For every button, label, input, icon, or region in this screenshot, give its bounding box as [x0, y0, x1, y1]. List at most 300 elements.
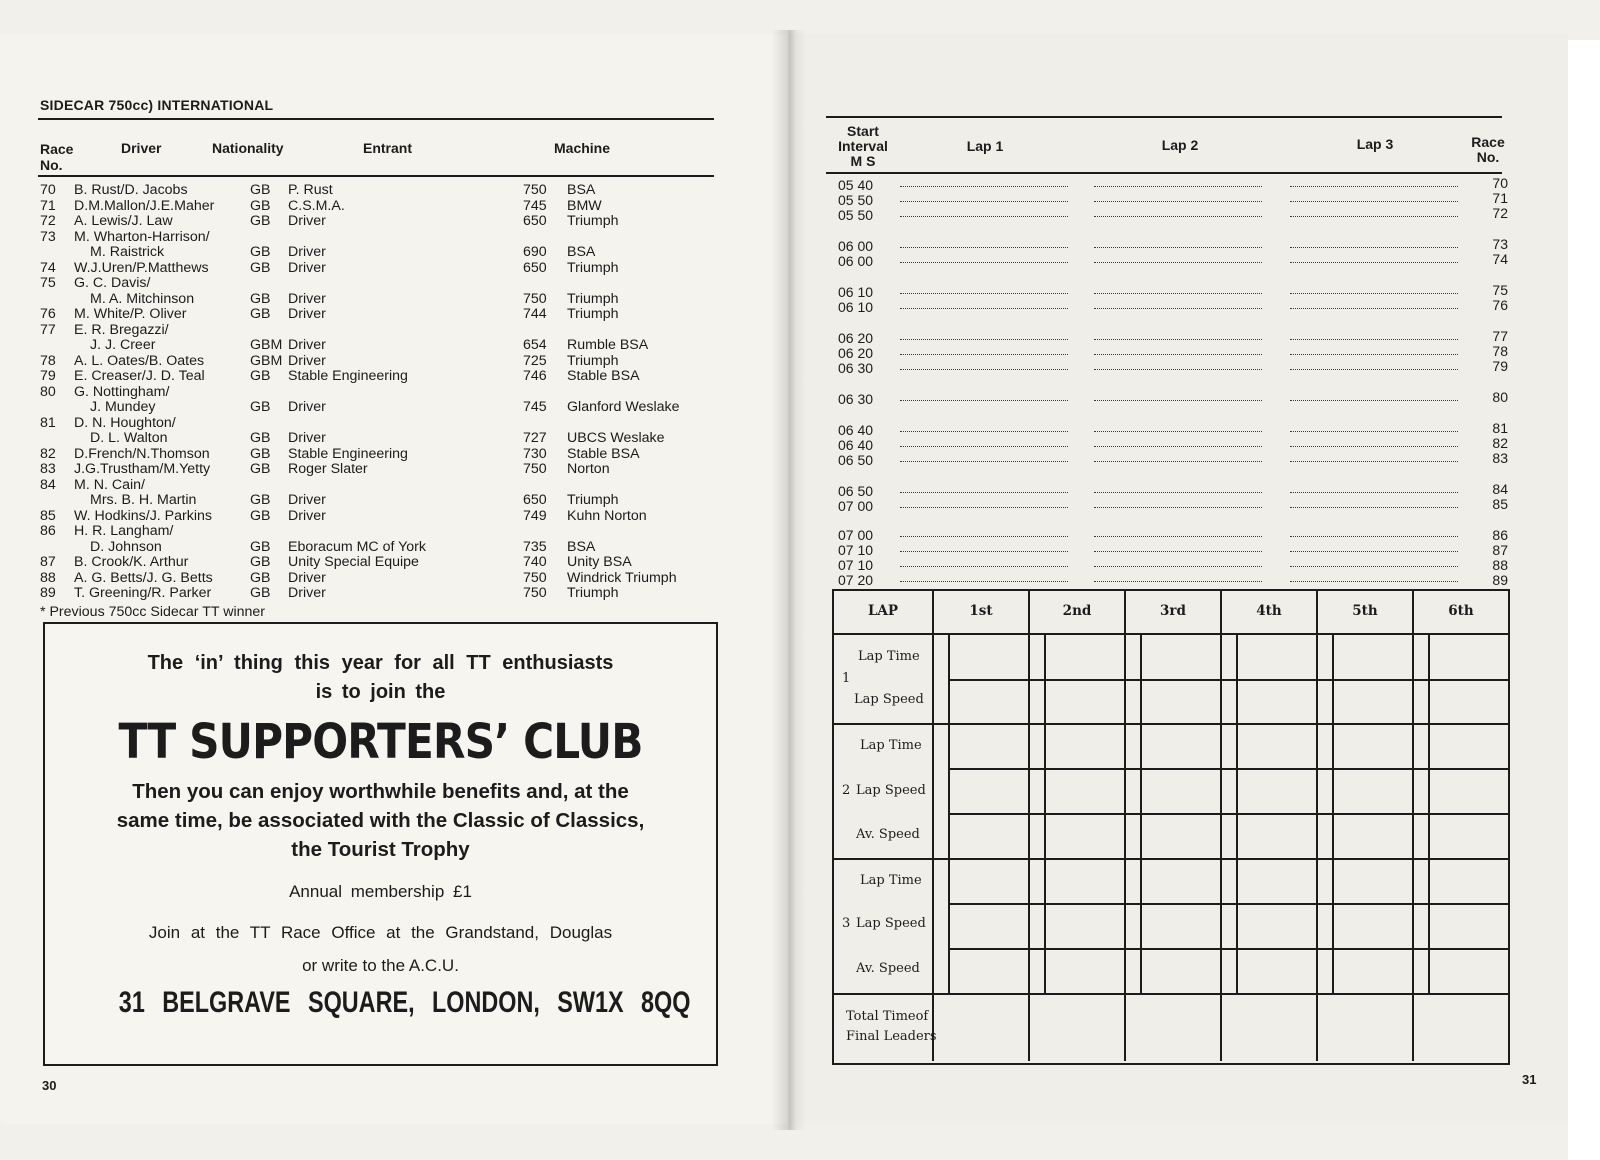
lap1-entry-line[interactable] — [900, 566, 1068, 567]
lap3-entry-line[interactable] — [1290, 216, 1458, 217]
lap-row — [838, 343, 1518, 361]
lap3-entry-line[interactable] — [1290, 369, 1458, 370]
lap1-entry-line[interactable] — [900, 461, 1068, 462]
lap2-entry-line[interactable] — [1094, 431, 1262, 432]
entry-driver: M. Raistrick — [90, 244, 165, 260]
entry-no: 86 — [40, 523, 56, 539]
lap3-entry-line[interactable] — [1290, 507, 1458, 508]
entry-entrant: Driver — [288, 213, 326, 229]
entry-machine: Triumph — [567, 492, 619, 508]
lap-row — [838, 558, 1518, 573]
lap3-entry-line[interactable] — [1290, 262, 1458, 263]
table-inner-vline — [948, 635, 950, 995]
lap1-entry-line[interactable] — [900, 400, 1068, 401]
start-interval: 05 50 — [838, 207, 874, 223]
entry-cc: 746 — [523, 368, 547, 384]
lap2-entry-line[interactable] — [1094, 308, 1262, 309]
entry-cc: 750 — [523, 569, 547, 586]
race-number: 80 — [1492, 389, 1508, 405]
lap-row — [838, 251, 1518, 269]
start-interval: 06 00 — [838, 253, 874, 269]
entry-row — [40, 571, 730, 587]
g2-lap-speed-label: Lap Speed — [856, 783, 926, 798]
lap1-entry-line[interactable] — [900, 339, 1068, 340]
race-number: 71 — [1492, 190, 1508, 206]
lap3-entry-line[interactable] — [1290, 446, 1458, 447]
lap-row — [838, 481, 1518, 499]
entry-cc: 650 — [523, 492, 547, 508]
lap1-entry-line[interactable] — [900, 551, 1068, 552]
header-lap1: Lap 1 — [966, 138, 1004, 154]
entry-driver: J. Mundey — [90, 399, 156, 415]
entry-machine: BSA — [567, 538, 596, 555]
lap2-entry-line[interactable] — [1094, 507, 1262, 508]
page-number-right: 31 — [1522, 1072, 1537, 1087]
race-number: 87 — [1492, 542, 1508, 558]
header-lap2: Lap 2 — [1161, 137, 1199, 153]
entry-entrant: Driver — [288, 352, 326, 369]
lap2-entry-line[interactable] — [1094, 339, 1262, 340]
lap-table-corner: LAP — [867, 603, 899, 619]
entry-no: 89 — [40, 585, 56, 601]
entry-row — [40, 245, 730, 261]
lap3-entry-line[interactable] — [1290, 201, 1458, 202]
lap2-entry-line[interactable] — [1094, 566, 1262, 567]
lap1-entry-line[interactable] — [900, 354, 1068, 355]
lap3-entry-line[interactable] — [1290, 354, 1458, 355]
entry-nat: GBM — [250, 337, 283, 353]
entry-no: 71 — [40, 197, 56, 214]
entry-row — [40, 338, 730, 354]
entry-nat: GB — [250, 197, 271, 214]
entry-driver: A. G. Betts/J. G. Betts — [74, 569, 213, 586]
race-number: 83 — [1492, 450, 1508, 466]
table-inner-vline — [1044, 635, 1046, 995]
entry-nat: GB — [250, 507, 271, 524]
col-6th: 6th — [1448, 603, 1474, 619]
scan-margin — [1568, 40, 1600, 1160]
entry-nat: GB — [250, 244, 271, 260]
table-vline — [932, 591, 934, 1061]
table-subline — [948, 679, 1508, 681]
entry-row — [40, 400, 730, 416]
entry-cc: 745 — [523, 399, 547, 415]
table-vline — [1412, 591, 1414, 1061]
table-inner-vline — [1140, 635, 1142, 995]
entry-driver: D. L. Walton — [90, 430, 168, 446]
lap3-entry-line[interactable] — [1290, 536, 1458, 537]
entry-nat: GB — [250, 430, 271, 446]
entry-nat: GB — [250, 585, 271, 601]
entry-cc: 750 — [523, 461, 547, 477]
lap2-entry-line[interactable] — [1094, 446, 1262, 447]
race-number: 88 — [1492, 557, 1508, 573]
lap2-entry-line[interactable] — [1094, 536, 1262, 537]
lap2-entry-line[interactable] — [1094, 216, 1262, 217]
entry-no: 77 — [40, 321, 56, 338]
entry-row — [40, 183, 730, 199]
g2-lap-time-label: Lap Time — [860, 738, 922, 753]
race-number: 79 — [1492, 358, 1508, 374]
entry-row — [40, 555, 730, 571]
start-interval: 06 40 — [838, 422, 874, 438]
race-number: 76 — [1492, 297, 1508, 313]
entry-nat: GB — [250, 306, 271, 322]
lap2-entry-line[interactable] — [1094, 247, 1262, 248]
col-3rd: 3rd — [1160, 603, 1186, 619]
entry-driver: D. Johnson — [90, 538, 162, 555]
entry-entrant: Driver — [288, 569, 326, 586]
entry-row — [40, 276, 730, 292]
entry-entrant: Driver — [288, 399, 326, 415]
table-hline — [834, 858, 1508, 860]
entry-no: 87 — [40, 554, 56, 570]
entry-no: 74 — [40, 259, 56, 276]
entry-row — [40, 540, 730, 556]
lap3-entry-line[interactable] — [1290, 308, 1458, 309]
table-subline — [948, 813, 1508, 815]
title-rule — [38, 118, 714, 120]
entry-row — [40, 493, 730, 509]
lap2-entry-line[interactable] — [1094, 262, 1262, 263]
start-interval: 07 10 — [838, 557, 874, 573]
lap2-entry-line[interactable] — [1094, 581, 1262, 582]
lap2-entry-line[interactable] — [1094, 551, 1262, 552]
lap-row — [838, 450, 1518, 468]
start-interval: 07 00 — [838, 527, 874, 543]
entry-cc: 750 — [523, 182, 547, 198]
entry-row — [40, 199, 730, 215]
col-4th: 4th — [1256, 603, 1282, 619]
lap3-entry-line[interactable] — [1290, 461, 1458, 462]
lap1-entry-line[interactable] — [900, 186, 1068, 187]
entry-machine: Windrick Triumph — [567, 569, 677, 586]
ad-headline-line1: The ‘in’ thing this year for all TT enthusiasts — [147, 652, 614, 674]
lap-row — [838, 420, 1518, 438]
ad-club-name: TT SUPPORTERS’ CLUB — [118, 714, 643, 770]
lap3-entry-line[interactable] — [1290, 566, 1458, 567]
page-number-left: 30 — [42, 1078, 57, 1093]
lap3-entry-line[interactable] — [1290, 186, 1458, 187]
entry-nat: GB — [250, 445, 271, 462]
entry-entrant: Eboracum MC of York — [288, 538, 426, 555]
header-start-interval: Start Interval M S — [838, 123, 888, 169]
col-1st: 1st — [969, 603, 993, 619]
entry-list — [40, 183, 730, 602]
entry-cc: 730 — [523, 445, 547, 462]
entry-driver: M. White/P. Oliver — [74, 306, 187, 322]
entry-driver: E. R. Bregazzi/ — [74, 321, 169, 338]
start-interval: 06 50 — [838, 452, 874, 468]
entry-row — [40, 478, 730, 494]
lap2-entry-line[interactable] — [1094, 369, 1262, 370]
entry-cc: 650 — [523, 213, 547, 229]
lap1-entry-line[interactable] — [900, 492, 1068, 493]
entry-machine: BSA — [567, 182, 596, 198]
entry-row — [40, 214, 730, 230]
lap3-entry-line[interactable] — [1290, 247, 1458, 248]
g1-number: 1 — [842, 671, 851, 686]
entry-no: 83 — [40, 461, 56, 477]
lap-row — [838, 190, 1518, 208]
supporters-club-advert — [43, 622, 718, 1066]
lap-row — [838, 496, 1518, 514]
entry-driver: J. J. Creer — [90, 337, 156, 353]
lap1-entry-line[interactable] — [900, 431, 1068, 432]
entry-nat: GB — [250, 213, 271, 229]
g3-number: 3 — [842, 916, 851, 931]
start-interval: 06 10 — [838, 284, 874, 300]
entry-driver: Mrs. B. H. Martin — [90, 492, 197, 508]
table-inner-vline — [1332, 635, 1334, 995]
entry-nat: GB — [250, 368, 271, 384]
entry-driver: W. Hodkins/J. Parkins — [74, 507, 212, 524]
entry-cc: 750 — [523, 585, 547, 601]
lap2-entry-line[interactable] — [1094, 354, 1262, 355]
lap3-entry-line[interactable] — [1290, 339, 1458, 340]
entry-driver: G. C. Davis/ — [74, 275, 151, 291]
entry-entrant: P. Rust — [288, 182, 333, 198]
entry-entrant: Driver — [288, 290, 326, 307]
entry-cc: 745 — [523, 197, 547, 214]
table-inner-vline — [1428, 635, 1430, 995]
lap3-entry-line[interactable] — [1290, 551, 1458, 552]
race-number: 74 — [1492, 251, 1508, 267]
entry-cc: 650 — [523, 259, 547, 276]
entry-entrant: C.S.M.A. — [288, 197, 345, 214]
total-time-label: Total Timeof — [846, 1009, 929, 1024]
ad-membership: Annual membership £1 — [289, 882, 472, 901]
entry-cc: 740 — [523, 554, 547, 570]
start-interval: 05 40 — [838, 177, 874, 193]
col-2nd: 2nd — [1062, 603, 1092, 619]
entry-row — [40, 230, 730, 246]
entry-machine: BMW — [567, 197, 602, 214]
entry-entrant: Driver — [288, 259, 326, 276]
lap-row — [838, 528, 1518, 543]
header-lap3: Lap 3 — [1356, 136, 1394, 152]
entry-driver: J.G.Trustham/M.Yetty — [74, 461, 211, 477]
book-gutter — [772, 30, 806, 1130]
entry-machine: Glanford Weslake — [567, 399, 680, 415]
race-number: 75 — [1492, 282, 1508, 298]
entry-row — [40, 292, 730, 308]
lap2-entry-line[interactable] — [1094, 293, 1262, 294]
lap3-entry-line[interactable] — [1290, 581, 1458, 582]
lap3-entry-line[interactable] — [1290, 431, 1458, 432]
table-inner-vline — [1236, 635, 1238, 995]
entry-row — [40, 524, 730, 540]
right-header-rule — [826, 172, 1502, 174]
table-hline — [834, 723, 1508, 725]
lap1-entry-line[interactable] — [900, 581, 1068, 582]
entry-driver: B. Rust/D. Jacobs — [74, 182, 188, 198]
entry-entrant: Driver — [288, 337, 326, 353]
entry-no: 70 — [40, 182, 56, 198]
lap-row — [838, 543, 1518, 558]
lap-row — [838, 282, 1518, 300]
start-interval: 06 10 — [838, 299, 874, 315]
entry-row — [40, 447, 730, 463]
entry-cc: 727 — [523, 430, 547, 446]
table-vline — [1028, 591, 1030, 1061]
entry-driver: B. Crook/K. Arthur — [74, 554, 189, 570]
race-number: 70 — [1492, 175, 1508, 191]
race-number: 81 — [1492, 420, 1508, 436]
entry-entrant: Driver — [288, 430, 326, 446]
lap-row — [838, 573, 1518, 588]
lap-row — [838, 328, 1518, 346]
table-subline — [948, 903, 1508, 905]
entry-driver: A. Lewis/J. Law — [74, 213, 173, 229]
race-number: 85 — [1492, 496, 1508, 512]
entry-row — [40, 431, 730, 447]
lap1-entry-line[interactable] — [900, 216, 1068, 217]
entry-nat: GB — [250, 538, 271, 555]
table-vline — [1124, 591, 1126, 1061]
entry-no: 84 — [40, 476, 56, 493]
entry-entrant: Stable Engineering — [288, 445, 408, 462]
table-subline — [948, 948, 1508, 950]
entry-cc: 725 — [523, 352, 547, 369]
footnote: * Previous 750cc Sidecar TT winner — [40, 604, 266, 620]
entry-nat: GB — [250, 492, 271, 508]
table-vline — [1316, 591, 1318, 1061]
entry-driver: M. A. Mitchinson — [90, 290, 195, 307]
lap3-entry-line[interactable] — [1290, 492, 1458, 493]
entry-driver: E. Creaser/J. D. Teal — [74, 368, 205, 384]
entry-machine: Stable BSA — [567, 445, 640, 462]
entry-row — [40, 509, 730, 525]
lap-row — [838, 358, 1518, 376]
entry-entrant: Stable Engineering — [288, 368, 408, 384]
lap1-entry-line[interactable] — [900, 201, 1068, 202]
race-number: 86 — [1492, 527, 1508, 543]
entry-machine: Kuhn Norton — [567, 507, 647, 524]
entry-machine: Triumph — [567, 585, 619, 601]
lap1-entry-line[interactable] — [900, 247, 1068, 248]
final-leaders-label: Final Leaders — [846, 1029, 937, 1044]
entry-machine: Triumph — [567, 290, 619, 307]
entry-machine: Unity BSA — [567, 554, 632, 570]
lap2-entry-line[interactable] — [1094, 461, 1262, 462]
entry-entrant: Driver — [288, 306, 326, 322]
entry-nat: GB — [250, 461, 271, 477]
g3-lap-time-label: Lap Time — [860, 873, 922, 888]
lap-row — [838, 175, 1518, 193]
entry-driver: W.J.Uren/P.Matthews — [74, 259, 209, 276]
header-race-no: Race No. — [40, 141, 74, 173]
race-number: 84 — [1492, 481, 1508, 497]
table-subline — [948, 768, 1508, 770]
section-title: SIDECAR 750cc) INTERNATIONAL — [40, 97, 274, 113]
entry-row — [40, 586, 730, 602]
start-interval: 06 20 — [838, 345, 874, 361]
lap3-entry-line[interactable] — [1290, 293, 1458, 294]
start-interval: 06 30 — [838, 360, 874, 376]
header-machine: Machine — [554, 140, 611, 156]
ad-join-info: Join at the TT Race Office at the Grandstand, Douglas — [148, 923, 613, 942]
entry-cc: 690 — [523, 244, 547, 260]
entry-cc: 744 — [523, 306, 547, 322]
lap1-entry-line[interactable] — [900, 308, 1068, 309]
start-interval: 06 20 — [838, 330, 874, 346]
header-entrant: Entrant — [363, 140, 412, 156]
start-interval: 07 10 — [838, 542, 874, 558]
race-number: 78 — [1492, 343, 1508, 359]
g2-av-speed-label: Av. Speed — [856, 827, 920, 842]
lap1-entry-line[interactable] — [900, 369, 1068, 370]
entry-entrant: Driver — [288, 244, 326, 260]
start-interval: 06 40 — [838, 437, 874, 453]
entry-row — [40, 416, 730, 432]
lap1-entry-line[interactable] — [900, 262, 1068, 263]
start-interval: 06 00 — [838, 238, 874, 254]
entry-entrant: Roger Slater — [288, 461, 368, 477]
entry-row — [40, 323, 730, 339]
race-number: 82 — [1492, 435, 1508, 451]
entry-machine: Norton — [567, 461, 610, 477]
g3-lap-speed-label: Lap Speed — [856, 916, 926, 931]
lap1-entry-line[interactable] — [900, 446, 1068, 447]
entry-driver: D. N. Houghton/ — [74, 414, 176, 431]
entry-no: 82 — [40, 445, 56, 462]
entry-nat: GB — [250, 569, 271, 586]
entry-machine: UBCS Weslake — [567, 430, 665, 446]
lap2-entry-line[interactable] — [1094, 201, 1262, 202]
ad-headline-line2: is to join the — [315, 681, 446, 703]
lap-row — [838, 389, 1518, 407]
lap1-entry-line[interactable] — [900, 293, 1068, 294]
header-race-no-right: Race No. — [1471, 134, 1505, 165]
header-driver: Driver — [121, 140, 162, 156]
lap3-entry-line[interactable] — [1290, 400, 1458, 401]
entry-cc: 735 — [523, 538, 547, 555]
entry-machine: Triumph — [567, 306, 619, 322]
lap-leader-table — [832, 589, 1510, 1065]
lap1-entry-line[interactable] — [900, 536, 1068, 537]
entry-no: 81 — [40, 414, 56, 431]
right-top-rule — [826, 116, 1502, 118]
col-5th: 5th — [1352, 603, 1378, 619]
ad-benefits-line3: the Tourist Trophy — [291, 838, 470, 861]
race-number: 72 — [1492, 205, 1508, 221]
entry-no: 73 — [40, 228, 56, 245]
entry-driver: D.M.Mallon/J.E.Maher — [74, 197, 215, 214]
entry-no: 78 — [40, 352, 56, 369]
entry-entrant: Unity Special Equipe — [288, 554, 419, 570]
table-vline — [1220, 591, 1222, 1061]
lap2-entry-line[interactable] — [1094, 492, 1262, 493]
lap-row — [838, 435, 1518, 453]
entry-no: 76 — [40, 306, 56, 322]
entry-nat: GBM — [250, 352, 283, 369]
lap1-entry-line[interactable] — [900, 507, 1068, 508]
start-interval: 05 50 — [838, 192, 874, 208]
entry-driver: A. L. Oates/B. Oates — [74, 352, 205, 369]
entry-entrant: Driver — [288, 585, 326, 601]
start-interval: 06 50 — [838, 483, 874, 499]
header-rule — [38, 175, 714, 177]
entry-machine: Triumph — [567, 259, 619, 276]
entry-no: 75 — [40, 275, 56, 291]
table-hline — [834, 633, 1508, 635]
lap2-entry-line[interactable] — [1094, 400, 1262, 401]
lap-row — [838, 236, 1518, 254]
lap2-entry-line[interactable] — [1094, 186, 1262, 187]
entry-no: 72 — [40, 213, 56, 229]
entry-machine: Triumph — [567, 352, 619, 369]
